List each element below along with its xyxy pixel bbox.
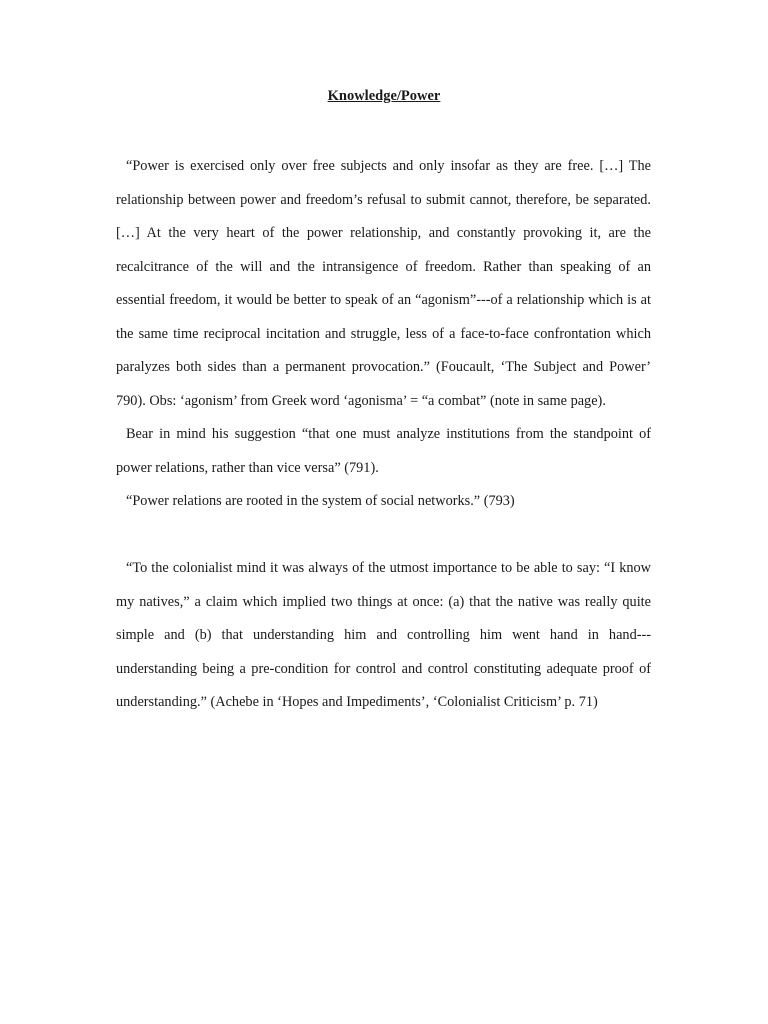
document-body (116, 150, 651, 720)
paragraph-foucault-quote: “Power is exercised only over free subjects and only insofar as they are free. […] The relationship between power and freedom’s refusal to submit cannot, therefore, be separated. […] At the very heart of the power relationship, and constantly provoking it, are the recalcitrance of the will and the intransigence of freedom. Rather than speaking of an essential freedom, it would be better to speak of an “agonism”---of a relationship which is at the same time reciprocal incitation and struggle, less of a face-to-face confrontation which paralyzes both sides than a permanent provocation.” (Foucault, ‘The Subject and Power’ 790). Obs: ‘agonism’ from Greek word ‘agonisma’ = “a combat” (note in same page). (116, 158, 651, 409)
paragraph-bear-in-mind: Bear in mind his suggestion “that one must analyze institutions from the standpoint of power relations, rather than vice versa” (791). (116, 426, 651, 476)
paragraph-gap (116, 519, 651, 553)
paragraph-power-relations: “Power relations are rooted in the system of social networks.” (793) (126, 493, 515, 509)
paragraph-achebe-quote: “To the colonialist mind it was always of the utmost importance to be able to say: “I know my natives,” a claim which implied two things at once: (a) that the native was really quite simple and (b) that understanding him and controlling him went hand in hand---understanding being a pre-condition for control and control constituting adequate proof of understanding.” (Achebe in ‘Hopes and Impediments’, ‘Colonialist Criticism’ p. 71) (116, 560, 651, 710)
document-title: Knowledge/Power (327, 88, 441, 104)
